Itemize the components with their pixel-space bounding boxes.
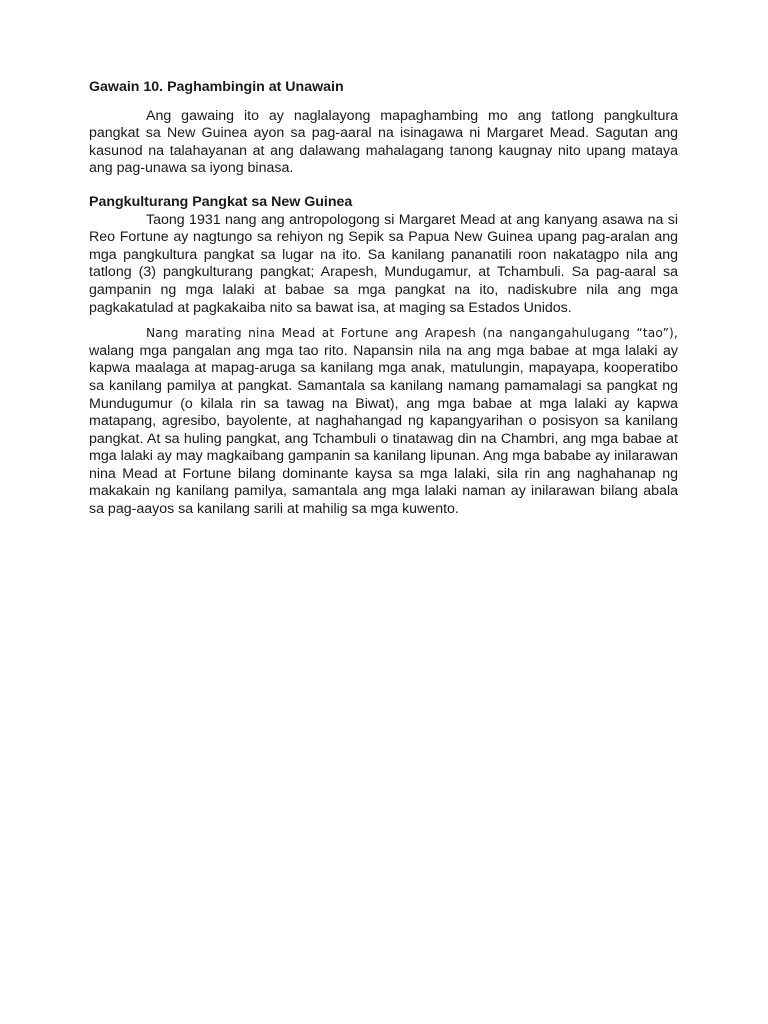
section-title: Pangkulturang Pangkat sa New Guinea: [89, 193, 353, 210]
findings-paragraph: [89, 325, 678, 519]
activity-title: Gawain 10. Paghambingin at Unawain: [89, 79, 344, 95]
document-content: [89, 79, 678, 519]
findings-lead-text: Nang marating nina Mead at Fortune ang Arapesh (na nangangahulugang “tao”),: [146, 326, 678, 341]
history-paragraph: Taong 1931 nang ang antropologong si Margaret Mead at ang kanyang asawa na si Reo Fortune ay nagtungo sa rehiyon ng Sepik sa Papua New Guinea upang pag-aralan ang mga pangkultura pangkat sa lugar na ito. Sa kanilang pananatili roon nakatagpo nila ang tatlong (3) pangkulturang pangkat; Arapesh, Mundugamur, at Tchambuli. Sa pag-aaral sa gampanin ng mga lalaki at babae sa mga pangkat na ito, nadiskubre nila ang mga pagkakatulad at pagkakaiba nito sa bawat isa, at maging sa Estados Unidos.: [89, 211, 678, 316]
intro-paragraph: Ang gawaing ito ay naglalayong mapaghambing mo ang tatlong pangkultura pangkat sa New Guinea ayon sa pag-aaral na isinagawa ni Margaret Mead. Sagutan ang kasunod na talahayanan at ang dalawang mahalagang tanong kaugnay nito upang mataya ang pag-unawa sa iyong binasa.: [89, 107, 678, 177]
findings-body-text: walang mga pangalan ang mga tao rito. Napansin nila na ang mga babae at mga lalaki ay kapwa maalaga at mapag-aruga sa kanilang mga anak, matulungin, mapayapa, kooperatibo sa kanilang pamilya at pangkat. Samantala sa kanilang namang pamamalagi sa pangkat ng Mundugumur (o kilala rin sa tawag na Biwat), ang mga babae at mga lalaki ay kapwa matapang, agresibo, bayolente, at naghahangad ng kapangyarihan o posisyon sa kanilang pangkat. At sa huling pangkat, ang Tchambuli o tinatawag din na Chambri, ang mga babae at mga lalaki ay may magkaibang gampanin sa kanilang lipunan. Ang mga bababe ay inilarawan nina Mead at Fortune bilang dominante kaysa sa mga lalaki, sila rin ang naghahanap ng makakain ng kanilang pamilya, samantala ang mga lalaki naman ay inilarawan bilang abala sa pag-aayos sa kanilang sarili at mahilig sa mga kuwento.: [89, 342, 678, 518]
